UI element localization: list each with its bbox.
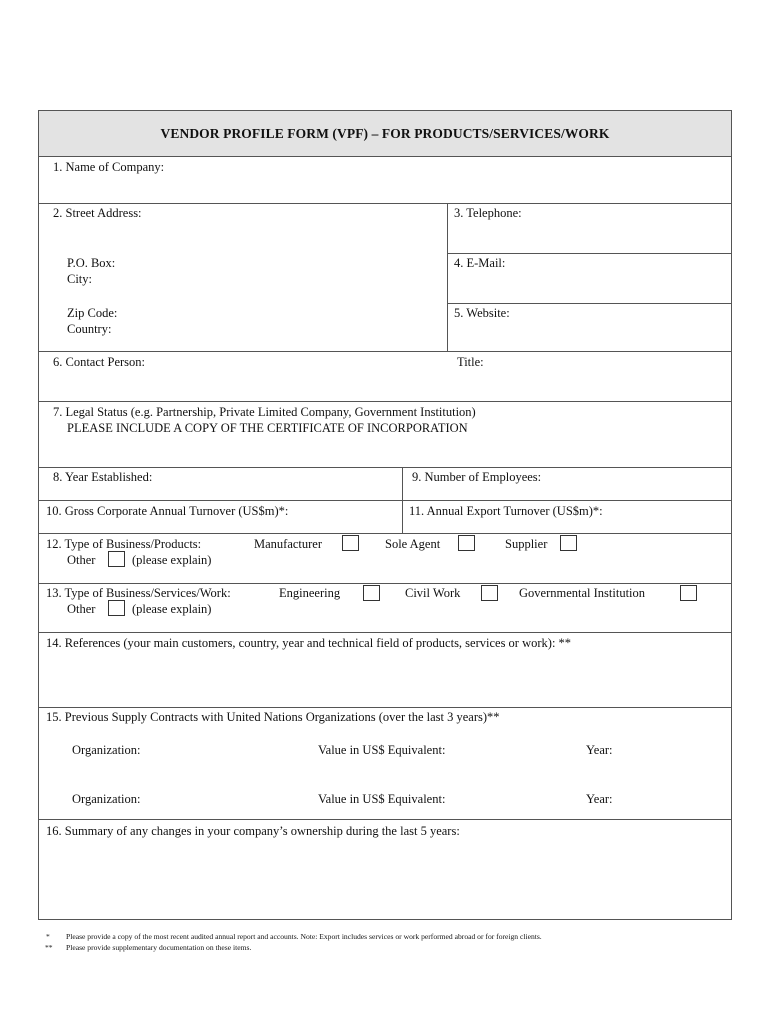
option-supplier-label: Supplier [505, 537, 548, 551]
divider [39, 707, 731, 708]
field-po-box: P.O. Box: [67, 256, 116, 270]
field-company-name: 1. Name of Company: [53, 160, 165, 174]
footnote-text: Please provide a copy of the most recent audited annual report and accounts. Note: Export includes services or work performed abroad or for foreign clients. [66, 932, 542, 941]
divider [402, 467, 403, 533]
field-ownership-changes: 16. Summary of any changes in your company’s ownership during the last 5 years: [46, 824, 460, 838]
legal-status-note: PLEASE INCLUDE A COPY OF THE CERTIFICATE OF INCORPORATION [67, 421, 468, 435]
engineering-checkbox[interactable] [363, 585, 380, 601]
divider [39, 500, 731, 501]
option-engineering-label: Engineering [279, 586, 341, 600]
footnote-mark: * [46, 932, 50, 941]
divider [39, 583, 731, 584]
field-website: 5. Website: [454, 306, 510, 320]
field-export-turnover: 11. Annual Export Turnover (US$m)*: [409, 504, 603, 518]
value-label: Value in US$ Equivalent: [318, 792, 446, 806]
divider [39, 819, 731, 820]
form-title: VENDOR PROFILE FORM (VPF) – FOR PRODUCTS/SERVICES/WORK [39, 111, 731, 157]
field-gross-turnover: 10. Gross Corporate Annual Turnover (US$m)*: [46, 504, 289, 518]
field-contact-person: 6. Contact Person: [53, 355, 146, 369]
field-year-established: 8. Year Established: [53, 470, 153, 484]
other-services-checkbox[interactable] [108, 600, 125, 616]
footnote-mark: ** [45, 943, 53, 952]
governmental-checkbox[interactable] [680, 585, 697, 601]
field-title: Title: [457, 355, 484, 369]
value-label: Value in US$ Equivalent: [318, 743, 446, 757]
option-civil-work-label: Civil Work [405, 586, 461, 600]
supplier-checkbox[interactable] [560, 535, 577, 551]
year-label: Year: [586, 792, 613, 806]
option-manufacturer-label: Manufacturer [254, 537, 323, 551]
field-street-address: 2. Street Address: [53, 206, 142, 220]
field-business-products: 12. Type of Business/Products: [46, 537, 202, 551]
field-email: 4. E-Mail: [454, 256, 506, 270]
option-other-label: Other [67, 602, 96, 616]
option-other-label: Other [67, 553, 96, 567]
year-label: Year: [586, 743, 613, 757]
field-telephone: 3. Telephone: [454, 206, 522, 220]
divider [447, 253, 731, 254]
divider [39, 203, 731, 204]
field-city: City: [67, 272, 93, 286]
please-explain-label: (please explain) [132, 553, 212, 567]
divider [447, 303, 731, 304]
divider [447, 203, 448, 351]
organization-label: Organization: [72, 743, 141, 757]
civil-work-checkbox[interactable] [481, 585, 498, 601]
field-number-of-employees: 9. Number of Employees: [412, 470, 542, 484]
field-legal-status: 7. Legal Status (e.g. Partnership, Private Limited Company, Government Institution) [53, 405, 476, 419]
other-products-checkbox[interactable] [108, 551, 125, 567]
option-governmental-label: Governmental Institution [519, 586, 646, 600]
manufacturer-checkbox[interactable] [342, 535, 359, 551]
field-business-services: 13. Type of Business/Services/Work: [46, 586, 231, 600]
field-references: 14. References (your main customers, country, year and technical field of products, services or work): ** [46, 636, 572, 650]
divider [39, 401, 731, 402]
divider [39, 351, 731, 352]
sole-agent-checkbox[interactable] [458, 535, 475, 551]
vendor-profile-form [38, 110, 732, 920]
divider [39, 467, 731, 468]
field-zip-code: Zip Code: [67, 306, 118, 320]
option-sole-agent-label: Sole Agent [385, 537, 441, 551]
divider [39, 533, 731, 534]
organization-label: Organization: [72, 792, 141, 806]
field-country: Country: [67, 322, 112, 336]
footnote-text: Please provide supplementary documentation on these items. [66, 943, 252, 952]
field-un-contracts: 15. Previous Supply Contracts with United Nations Organizations (over the last 3 years)** [46, 710, 500, 724]
divider [39, 632, 731, 633]
please-explain-label: (please explain) [132, 602, 212, 616]
